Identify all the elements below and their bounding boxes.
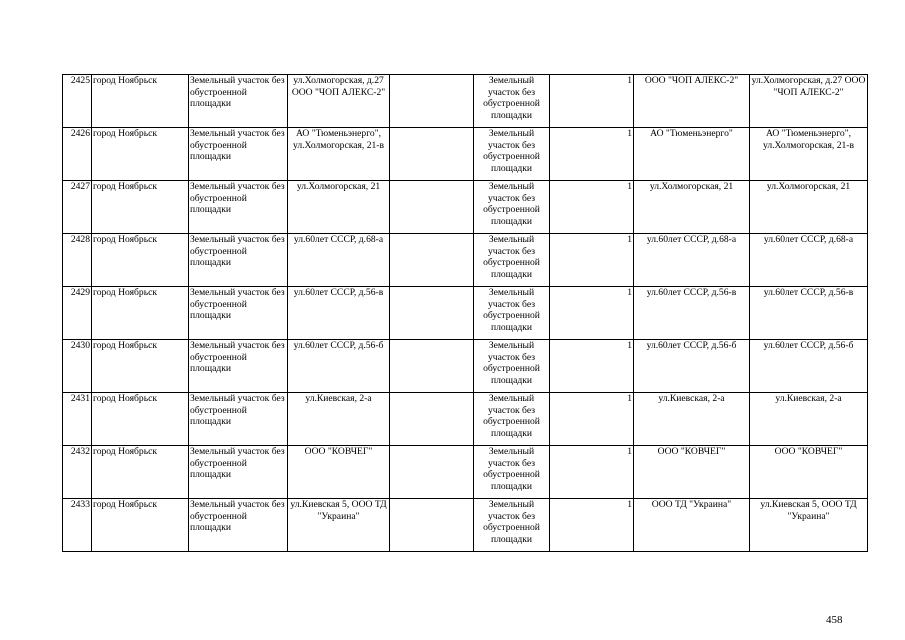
location-cell: ул.Киевская, 2-а (750, 393, 868, 446)
count-cell: 1 (550, 393, 634, 446)
row-number: 2427 (63, 181, 92, 234)
count-cell: 1 (550, 446, 634, 499)
row-number: 2432 (63, 446, 92, 499)
plot-type-cell: Земельный участок без обустроенной площадки (189, 234, 288, 287)
location-cell: ул.Киевская 5, ООО ТД "Украина" (750, 499, 868, 552)
count-cell: 1 (550, 340, 634, 393)
table-row (63, 128, 868, 181)
owner-cell: ООО ТД "Украина" (634, 499, 750, 552)
row-number: 2429 (63, 287, 92, 340)
owner-cell: ул.60лет СССР, д.56-в (634, 287, 750, 340)
owner-cell: АО "Тюменьэнерго" (634, 128, 750, 181)
city-cell: город Ноябрьск (92, 446, 189, 499)
city-cell: город Ноябрьск (92, 340, 189, 393)
empty-cell (390, 499, 474, 552)
table-row (63, 499, 868, 552)
row-number: 2431 (63, 393, 92, 446)
plot-type-cell: Земельный участок без обустроенной площадки (189, 128, 288, 181)
owner-cell: ООО "КОВЧЕГ" (634, 446, 750, 499)
object-cell: Земельный участок без обустроенной площадки (474, 181, 550, 234)
plot-type-cell: Земельный участок без обустроенной площадки (189, 287, 288, 340)
object-cell: Земельный участок без обустроенной площадки (474, 287, 550, 340)
city-cell: город Ноябрьск (92, 128, 189, 181)
register-table (62, 74, 868, 552)
table-row (63, 393, 868, 446)
count-cell: 1 (550, 128, 634, 181)
owner-cell: ул.Киевская, 2-а (634, 393, 750, 446)
location-cell: ООО "КОВЧЕГ" (750, 446, 868, 499)
address-cell: ул.60лет СССР, д.56-в (288, 287, 390, 340)
city-cell: город Ноябрьск (92, 393, 189, 446)
page-number: 458 (826, 614, 843, 626)
address-cell: ул.60лет СССР, д.68-а (288, 234, 390, 287)
owner-cell: ООО "ЧОП АЛЕКС-2" (634, 75, 750, 128)
location-cell: ул.Холмогорская, 21 (750, 181, 868, 234)
plot-type-cell: Земельный участок без обустроенной площадки (189, 75, 288, 128)
empty-cell (390, 393, 474, 446)
plot-type-cell: Земельный участок без обустроенной площадки (189, 499, 288, 552)
owner-cell: ул.60лет СССР, д.56-б (634, 340, 750, 393)
object-cell: Земельный участок без обустроенной площадки (474, 128, 550, 181)
empty-cell (390, 287, 474, 340)
table-row (63, 287, 868, 340)
empty-cell (390, 75, 474, 128)
city-cell: город Ноябрьск (92, 181, 189, 234)
address-cell: ул.Холмогорская, 21 (288, 181, 390, 234)
table-row (63, 75, 868, 128)
location-cell: ул.Холмогорская, д.27 ООО "ЧОП АЛЕКС-2" (750, 75, 868, 128)
count-cell: 1 (550, 75, 634, 128)
city-cell: город Ноябрьск (92, 287, 189, 340)
empty-cell (390, 340, 474, 393)
empty-cell (390, 234, 474, 287)
plot-type-cell: Земельный участок без обустроенной площадки (189, 446, 288, 499)
count-cell: 1 (550, 181, 634, 234)
empty-cell (390, 128, 474, 181)
object-cell: Земельный участок без обустроенной площадки (474, 340, 550, 393)
empty-cell (390, 181, 474, 234)
row-number: 2425 (63, 75, 92, 128)
table-row (63, 234, 868, 287)
plot-type-cell: Земельный участок без обустроенной площадки (189, 393, 288, 446)
count-cell: 1 (550, 499, 634, 552)
address-cell: ул.Холмогорская, д.27 ООО "ЧОП АЛЕКС-2" (288, 75, 390, 128)
table-row (63, 340, 868, 393)
address-cell: ООО "КОВЧЕГ" (288, 446, 390, 499)
plot-type-cell: Земельный участок без обустроенной площадки (189, 340, 288, 393)
city-cell: город Ноябрьск (92, 234, 189, 287)
object-cell: Земельный участок без обустроенной площадки (474, 446, 550, 499)
address-cell: ул.60лет СССР, д.56-б (288, 340, 390, 393)
row-number: 2430 (63, 340, 92, 393)
row-number: 2433 (63, 499, 92, 552)
plot-type-cell: Земельный участок без обустроенной площадки (189, 181, 288, 234)
object-cell: Земельный участок без обустроенной площадки (474, 499, 550, 552)
table-row (63, 446, 868, 499)
address-cell: АО "Тюменьэнерго", ул.Холмогорская, 21-в (288, 128, 390, 181)
owner-cell: ул.Холмогорская, 21 (634, 181, 750, 234)
city-cell: город Ноябрьск (92, 75, 189, 128)
owner-cell: ул.60лет СССР, д.68-а (634, 234, 750, 287)
row-number: 2428 (63, 234, 92, 287)
city-cell: город Ноябрьск (92, 499, 189, 552)
count-cell: 1 (550, 287, 634, 340)
empty-cell (390, 446, 474, 499)
count-cell: 1 (550, 234, 634, 287)
object-cell: Земельный участок без обустроенной площадки (474, 393, 550, 446)
location-cell: ул.60лет СССР, д.56-б (750, 340, 868, 393)
address-cell: ул.Киевская, 2-а (288, 393, 390, 446)
location-cell: АО "Тюменьэнерго", ул.Холмогорская, 21-в (750, 128, 868, 181)
address-cell: ул.Киевская 5, ООО ТД "Украина" (288, 499, 390, 552)
object-cell: Земельный участок без обустроенной площадки (474, 234, 550, 287)
location-cell: ул.60лет СССР, д.56-в (750, 287, 868, 340)
location-cell: ул.60лет СССР, д.68-а (750, 234, 868, 287)
object-cell: Земельный участок без обустроенной площадки (474, 75, 550, 128)
table-row (63, 181, 868, 234)
row-number: 2426 (63, 128, 92, 181)
